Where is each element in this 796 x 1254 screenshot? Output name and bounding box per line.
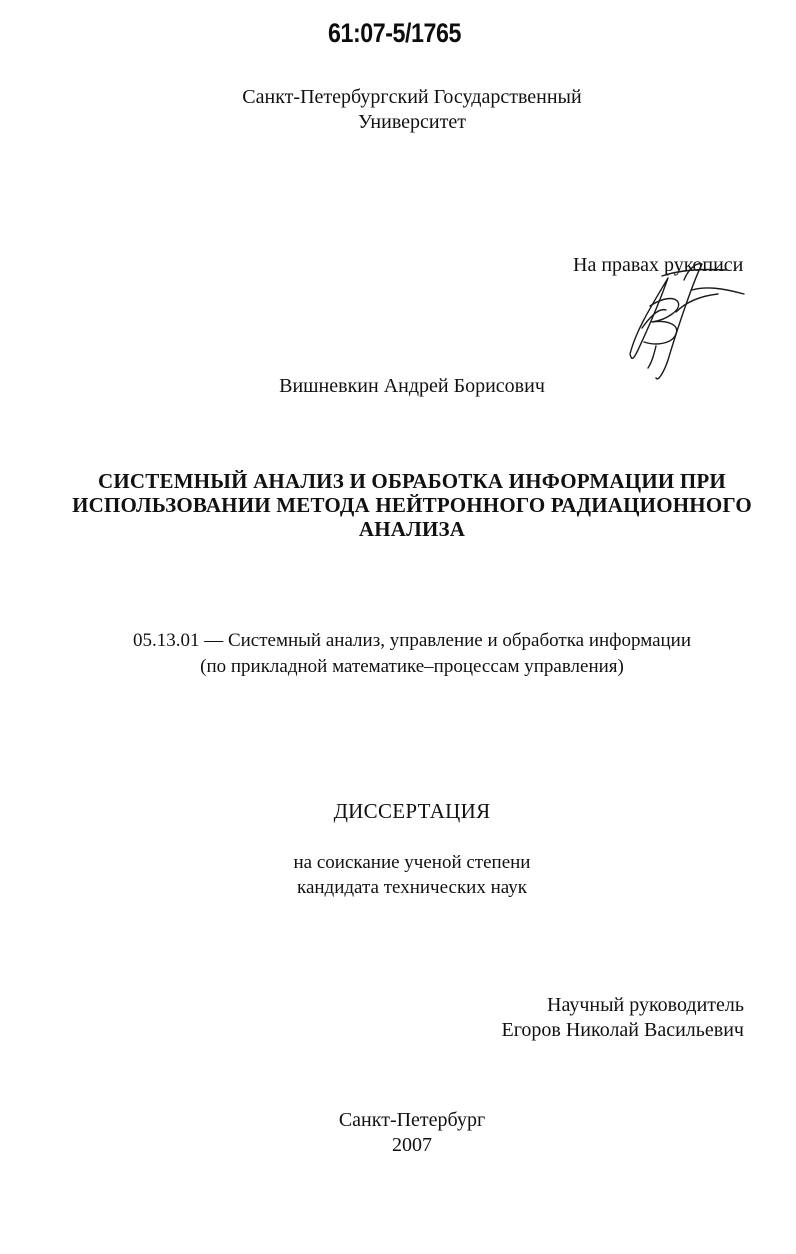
university-name [14, 85, 796, 135]
specialty-line-1: 05.13.01 — Системный анализ, управление и обработка информации [132, 630, 692, 651]
author-signature [622, 250, 754, 390]
university-line-2: Университет [358, 111, 466, 133]
place-and-year [14, 1108, 796, 1158]
catalog-stamp: 61:07-5/1765 [328, 18, 461, 48]
supervisor [502, 993, 745, 1043]
title-line-2: ИСПОЛЬЗОВАНИИ МЕТОДА НЕЙТРОННОГО РАДИАЦИОННОГО [72, 493, 752, 517]
specialty-line-2: (по прикладной математике–процессам управления) [200, 656, 624, 677]
year: 2007 [392, 1134, 432, 1156]
university-line-1: Санкт-Петербургский Государственный [242, 86, 582, 108]
title-line-1: СИСТЕМНЫЙ АНАЛИЗ И ОБРАБОТКА ИНФОРМАЦИИ ПРИ [98, 469, 726, 493]
specialty [14, 628, 796, 680]
manuscript-note: На правах рукописи [573, 254, 744, 276]
supervisor-name: Егоров Николай Васильевич [501, 1019, 744, 1041]
degree-info [14, 850, 796, 900]
supervisor-label: Научный руководитель [547, 994, 744, 1016]
degree-line-1: на соискание ученой степени [293, 852, 531, 873]
dissertation-title [14, 469, 796, 541]
degree-line-2: кандидата технических наук [297, 877, 527, 898]
city: Санкт-Петербург [338, 1109, 486, 1131]
document-type: ДИССЕРТАЦИЯ [333, 799, 491, 823]
author-name: Вишневкин Андрей Борисович [279, 375, 545, 397]
title-line-3: АНАЛИЗА [358, 517, 466, 541]
